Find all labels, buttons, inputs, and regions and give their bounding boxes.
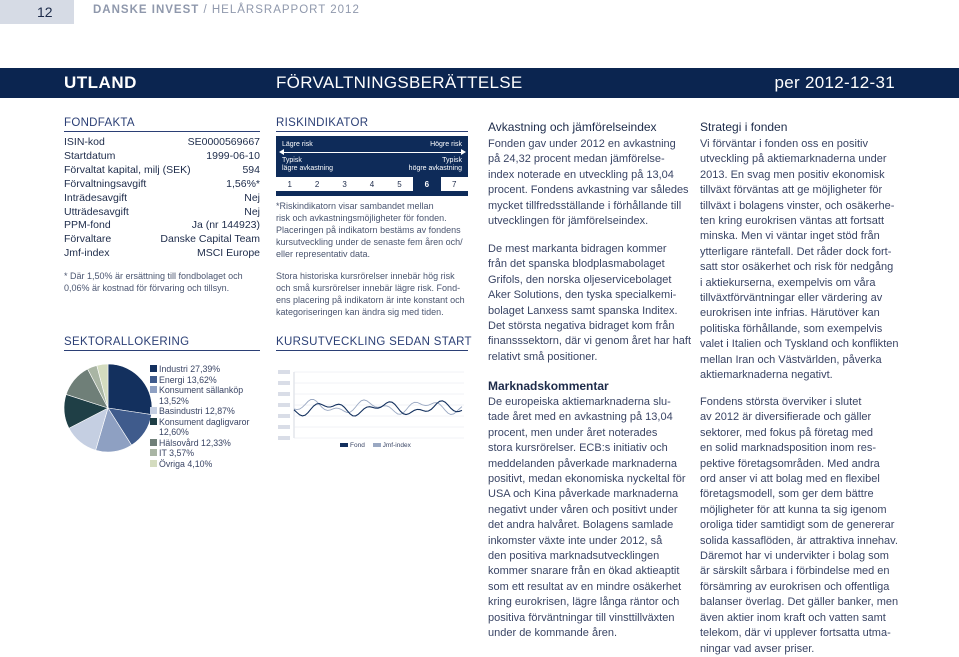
sector-legend-label: Konsument sällanköp 13,52% xyxy=(159,385,244,406)
text-line: på 24,32 procent medan jämförelse- xyxy=(488,153,665,166)
text-line: positiva förväntningar till vinsttillväxten xyxy=(488,611,675,624)
fondfakta-value: MSCI Europe xyxy=(196,247,260,260)
text-line: kring eurokrisen, lägre långa räntor och xyxy=(488,596,680,609)
fondfakta-label: ISIN-kod xyxy=(64,136,105,148)
y-tick-placeholder xyxy=(278,414,290,418)
text-line: i aktiekurserna, exempelvis om våra xyxy=(700,276,876,289)
risk-notes xyxy=(276,200,472,318)
fondfakta-value: Nej xyxy=(244,191,260,204)
sector-legend-item xyxy=(150,459,259,470)
fondfakta-row xyxy=(64,164,260,178)
text-line: De europeiska aktiemarknaderna slu- xyxy=(488,396,671,408)
fondfakta-value: 594 xyxy=(242,163,260,176)
text-line: utveckling på aktiemarknaderna under xyxy=(700,153,887,166)
fondfakta-row xyxy=(64,192,260,206)
text-line: av 2012 är diversifierade och gäller xyxy=(700,411,872,424)
text-line: under de kommande åren. xyxy=(488,627,618,640)
sector-legend-item xyxy=(150,448,259,459)
sector-legend-label: Industri 27,39% xyxy=(159,364,221,374)
text-line: solida kassaflöden, är attraktiva innehav. xyxy=(700,534,898,547)
fee-footnote xyxy=(64,270,243,294)
text-line: försämring av eurokrisen och offentliga xyxy=(700,580,890,593)
kurs-legend xyxy=(340,442,411,449)
sector-legend-label: Hälsovård 12,33% xyxy=(159,437,231,448)
risk-arrow-line xyxy=(282,152,462,153)
text-line: mellan Iran och Västvärlden, påverka xyxy=(700,353,882,366)
fondfakta-value: Danske Capital Team xyxy=(160,233,260,246)
text-line: valet i Italien och Tyskland och konflikten xyxy=(700,338,899,351)
text-line: minska. Men vi väntar inget stöd från xyxy=(700,230,880,243)
text-line: De mest markanta bidragen kommer xyxy=(488,243,667,255)
running-head xyxy=(93,4,360,16)
fondfakta-label: Inträdesavgift xyxy=(64,191,128,204)
risk-note-line: eller representativ data. xyxy=(276,249,371,259)
fondfakta-label: Förvaltningsavgift xyxy=(64,177,147,190)
contributors-paragraph xyxy=(488,242,693,365)
risk-low-return-1: Typisk xyxy=(282,157,302,164)
text-line: relativt små positioner. xyxy=(488,350,598,363)
market-heading: Marknadskommentar xyxy=(488,379,609,393)
risk-note-line: kursutveckling under de senaste fem åren och/ xyxy=(276,237,463,247)
fondfakta-value: 1999-06-10 xyxy=(206,149,260,162)
text-line: meddelanden påverkade marknaderna xyxy=(488,457,677,470)
returns-heading: Avkastning och jämförelseindex xyxy=(488,120,657,134)
kurs-rule xyxy=(276,350,468,351)
fondfakta-value: 1,56%* xyxy=(226,177,260,190)
positions-paragraph xyxy=(700,395,905,657)
fondfakta-row xyxy=(64,219,260,233)
risk-scale xyxy=(276,176,468,192)
sector-legend-item xyxy=(150,364,259,375)
risk-scale-step: 7 xyxy=(441,176,468,192)
fund-swatch xyxy=(340,443,348,447)
risk-arrow-right-icon xyxy=(461,149,466,155)
legend-swatch xyxy=(150,365,157,372)
returns-paragraph xyxy=(488,137,693,229)
text-line: ten kring eurokrisen väntas att fortsatt xyxy=(700,215,885,228)
y-tick-placeholder xyxy=(278,436,290,440)
text-line: inkomster växte inte under 2012, så xyxy=(488,534,663,547)
text-line: en solid marknadsposition inom res- xyxy=(700,442,877,455)
sector-legend-label: IT 3,57% xyxy=(159,448,195,458)
legend-swatch xyxy=(150,407,157,414)
y-tick-placeholder xyxy=(278,381,290,385)
sektor-title: SEKTORALLOKERING xyxy=(64,336,190,348)
index-legend-label: Jmf-index xyxy=(382,442,411,449)
text-line: kommer snarare från en ökad aktieaptit xyxy=(488,565,680,578)
section-band xyxy=(0,68,959,98)
risk-rule xyxy=(276,131,468,132)
text-line: aktiemarknaderna negativt. xyxy=(700,369,833,382)
series-line xyxy=(294,401,462,416)
text-line: pektive företagsområden. Med andra xyxy=(700,457,880,470)
text-line: bolaget Lanxess samt spanska Inditex. xyxy=(488,304,678,317)
fondfakta-value: Ja (nr 144923) xyxy=(191,219,260,232)
text-line: telekom, där vi upplever fortsatta utma- xyxy=(700,627,891,640)
fondfakta-rule xyxy=(64,131,260,132)
text-line: sektorer, med fokus på företag med xyxy=(700,426,874,439)
market-paragraph xyxy=(488,395,693,642)
text-line: Vi förväntar i fonden oss en positiv xyxy=(700,138,868,150)
risk-scale-step: 5 xyxy=(386,176,413,192)
y-tick-placeholder xyxy=(278,425,290,429)
kurs-title: KURSUTVECKLING SEDAN START xyxy=(276,336,472,348)
text-line: oroliga tider samtidigt som de genererar xyxy=(700,519,895,532)
legend-swatch xyxy=(150,449,157,456)
text-line: utvecklingen för jämförelseindex. xyxy=(488,215,649,228)
sector-legend-item xyxy=(150,385,259,406)
risk-arrow-left-icon xyxy=(279,149,284,155)
risk-note-line: Stora historiska kursrörelser innebär hög risk xyxy=(276,271,455,281)
risk-note-line: kategoriseringen kan ändra sig med tiden. xyxy=(276,307,444,317)
fondfakta-row xyxy=(64,136,260,150)
pie-slice xyxy=(108,364,152,415)
fee-footnote-line2: 0,06% är kostnad för förvaring och tillsyn. xyxy=(64,283,230,293)
text-line: eurokrisen inte infrias. Härutöver kan xyxy=(700,307,880,320)
text-line: Det största negativa bidraget kom från xyxy=(488,320,675,333)
strategy-heading: Strategi i fonden xyxy=(700,120,788,134)
risk-note-line: risk och avkastningsmöjligheter för fonden. xyxy=(276,213,447,223)
text-line: 2013. En svag men positiv ekonomisk xyxy=(700,168,885,181)
y-tick-placeholder xyxy=(278,403,290,407)
legend-swatch xyxy=(150,376,157,383)
text-line: Fondens största överviker i slutet xyxy=(700,396,862,408)
risk-note-line: Placeringen på indikatorn bestäms av fondens xyxy=(276,225,461,235)
running-head-title: / HELÅRSRAPPORT 2012 xyxy=(199,4,360,16)
risk-note-line: *Riskindikatorn visar sambandet mellan xyxy=(276,201,434,211)
running-head-brand: DANSKE INVEST xyxy=(93,4,200,16)
text-line: tade året med en avkastning på 13,04 xyxy=(488,411,673,424)
text-line: tillväxtförväntningar eller värdering av xyxy=(700,292,883,305)
y-tick-placeholder xyxy=(278,392,290,396)
sector-legend-item xyxy=(150,406,259,417)
risk-scale-step: 3 xyxy=(331,176,358,192)
sector-pie-chart xyxy=(62,362,154,454)
risk-high-return xyxy=(409,157,462,173)
index-swatch xyxy=(373,443,381,447)
text-line: ord anser vi att bolag med en flexibel xyxy=(700,473,880,486)
risk-low-return xyxy=(282,157,333,173)
text-line: procent, men under året noterades xyxy=(488,426,658,439)
y-tick-placeholder xyxy=(278,370,290,374)
text-line: från det spanska blodplasmabolaget xyxy=(488,258,665,271)
text-line: balanser överlag. Det gäller banker, men xyxy=(700,596,899,609)
sector-legend-label: Basindustri 12,87% xyxy=(159,406,235,416)
text-line: som ett resultat av en mindre osäkerhet xyxy=(488,580,682,593)
legend-swatch xyxy=(150,418,157,425)
text-line: ningar vad avser priser. xyxy=(700,642,815,655)
text-line: företagsmodell, som ger dem bättre xyxy=(700,488,874,501)
series-line xyxy=(294,399,462,414)
risk-high-return-1: Typisk xyxy=(442,157,462,164)
risk-scale-step: 6 xyxy=(413,176,440,192)
risk-note-spacer xyxy=(276,260,472,270)
fondfakta-label: PPM-fond xyxy=(64,219,111,232)
text-line: satt stor osäkerhet och risk för nedgång xyxy=(700,261,894,274)
fondfakta-label: Startdatum xyxy=(64,149,116,162)
sector-legend-label: Energi 13,62% xyxy=(159,374,217,385)
fondfakta-row xyxy=(64,233,260,247)
fondfakta-label: Förvaltat kapital, milj (SEK) xyxy=(64,163,191,176)
fondfakta-label: Förvaltare xyxy=(64,233,112,246)
text-line: mycket tillfredsställande i förhållande till xyxy=(488,199,682,212)
text-line: Grifols, den norska oljeservicebolaget xyxy=(488,273,672,286)
text-line: USA och Kina påverkade marknaderna xyxy=(488,488,679,501)
risk-scale-step: 1 xyxy=(276,176,303,192)
fondfakta-row xyxy=(64,150,260,164)
legend-swatch xyxy=(150,386,157,393)
fondfakta-row xyxy=(64,206,260,220)
risk-low-label: Lägre risk xyxy=(282,141,313,148)
text-line: tillväxt i bolagens vinster, och osäkerhe- xyxy=(700,199,895,212)
fondfakta-row xyxy=(64,178,260,192)
risk-high-return-2: högre avkastning xyxy=(408,165,462,172)
sector-legend-label: Övriga 4,10% xyxy=(159,458,213,469)
text-line: även aktier inom kraft och vatten samt xyxy=(700,611,886,624)
text-line: index noterade en utveckling på 13,04 xyxy=(488,168,674,181)
risk-scale-step: 2 xyxy=(303,176,330,192)
fondfakta-title: FONDFAKTA xyxy=(64,117,135,129)
text-line: Däremot har vi undervikter i bolag som xyxy=(700,550,889,563)
text-line: det andra halvåret. Bolagens samlade xyxy=(488,519,674,532)
band-date: per 2012-12-31 xyxy=(774,73,895,92)
band-left-title: UTLAND xyxy=(64,73,137,92)
legend-swatch xyxy=(150,439,157,446)
sector-legend-item xyxy=(150,375,259,386)
text-line: möjligheter för att kunna ta sig igenom xyxy=(700,503,887,516)
sector-legend xyxy=(150,364,259,469)
text-line: Aker Solutions, den tyska specialkemi- xyxy=(488,289,677,302)
risk-title: RISKINDIKATOR xyxy=(276,117,369,129)
sektor-rule xyxy=(64,350,260,351)
risk-note-line: och små kursrörelser innebär lägre risk. Fond- xyxy=(276,283,461,293)
text-line: ytterligare räntefall. Det råder dock fort- xyxy=(700,245,892,258)
band-center-title: FÖRVALTNINGSBERÄTTELSE xyxy=(276,73,523,92)
fondfakta-row xyxy=(64,247,260,261)
text-line: politiska förhållande, som exempelvis xyxy=(700,322,883,335)
sector-legend-item xyxy=(150,438,259,449)
legend-swatch xyxy=(150,460,157,467)
text-line: stora kursrörelser. ECB:s initiativ och xyxy=(488,442,668,455)
fondfakta-value: Nej xyxy=(244,205,260,218)
fee-footnote-line1: * Där 1,50% är ersättning till fondbolaget och xyxy=(64,271,243,281)
strategy-paragraph xyxy=(700,137,905,384)
page-number: 12 xyxy=(0,0,74,24)
text-line: finansssektorn, där vi genom året har haft xyxy=(488,335,691,348)
text-line: Fonden gav under 2012 en avkastning xyxy=(488,138,676,150)
fondfakta-value: SE0000569667 xyxy=(187,136,260,148)
text-line: är särskilt sårbara i förbindelse med en xyxy=(700,565,890,578)
risk-high-label: Högre risk xyxy=(430,141,462,148)
risk-note-line: ens placering på indikatorn är inte konstant och xyxy=(276,295,465,305)
risk-low-return-2: lägre avkastning xyxy=(282,165,333,172)
sector-legend-item xyxy=(150,417,259,438)
risk-scale-step: 4 xyxy=(358,176,385,192)
fund-legend-label: Fond xyxy=(350,442,365,449)
text-line: negativt under våren och positivt under xyxy=(488,503,678,516)
text-line: procent. Fondens avkastning var således xyxy=(488,184,689,197)
sector-legend-label: Konsument dagligvaror 12,60% xyxy=(159,416,250,437)
text-line: den positiva marknadsutvecklingen xyxy=(488,550,660,563)
fondfakta-label: Jmf-index xyxy=(64,247,110,260)
fondfakta-label: Utträdesavgift xyxy=(64,205,129,218)
text-line: tillväxt förväntas att ge möjligheter för xyxy=(700,184,883,197)
text-line: positivt, medan ekonomiska nyckeltal för xyxy=(488,473,686,486)
